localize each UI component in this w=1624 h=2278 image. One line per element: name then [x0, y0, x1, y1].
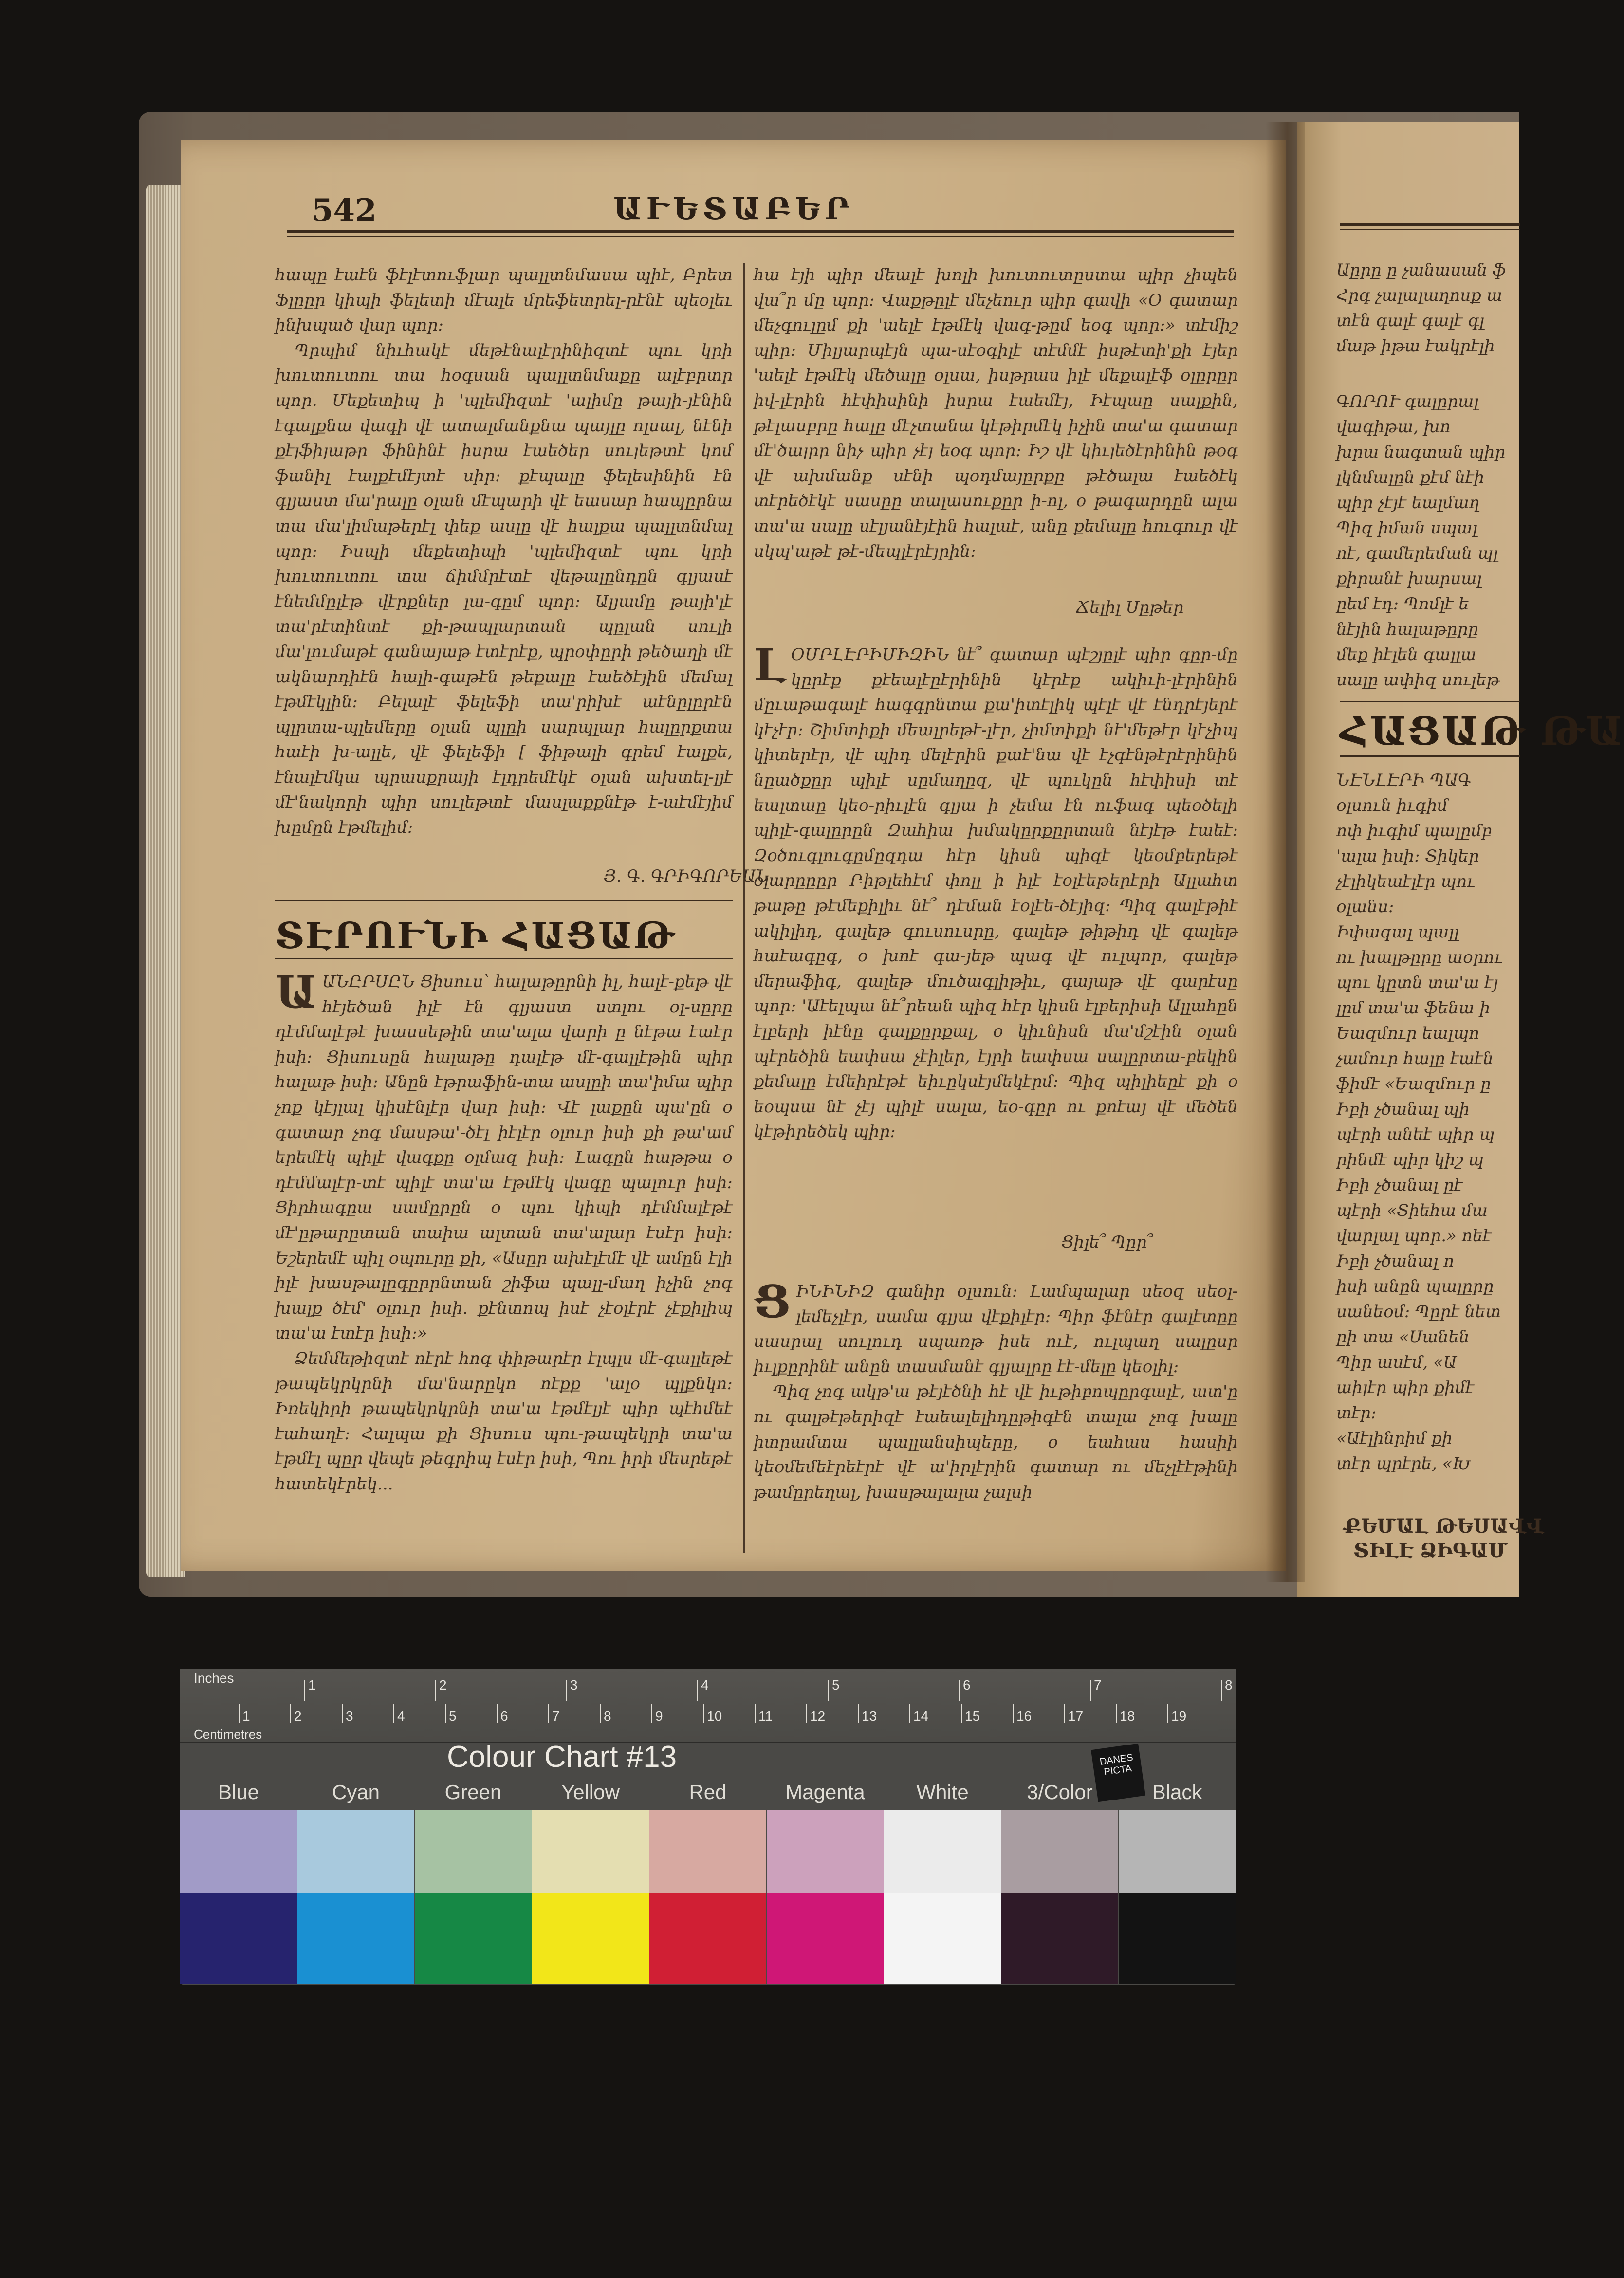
text-line: րինմէ պիր կիշ պ	[1336, 1150, 1484, 1170]
ruler-cm-number: 7	[552, 1708, 560, 1724]
ruler-cm-tick	[961, 1704, 962, 1723]
ruler-cm-tick	[548, 1704, 549, 1723]
ruler-cm-tick	[651, 1704, 652, 1723]
article-signature: Ցիլե՞ Պըր՞	[1061, 1232, 1154, 1252]
section-heading: ՀԱՑԱԹ ԹԱ	[1340, 708, 1624, 754]
text-line: Աըրը ը չանասան ֆ	[1336, 260, 1506, 280]
section-heading: ՏԷՐՈՒՆԻ ՀԱՑԱԹ	[275, 915, 676, 957]
drop-cap: Ց	[754, 1275, 791, 1328]
ruler-cm-tick	[393, 1704, 394, 1723]
paragraph: Ձեմմեթիզտէ ոէրէ հոգ փիթարէր էլպլս մէ-գալլեթէ թապեկրկրնի մա'նարըկո ոէքք 'ալօ պլքնկո։ Իռեկիրի թապեկրկրնի տա'ա էթմէլյէ պիր պէհմեէ էահաղէ։ Հալպա քի Ցիսուս պու-թապեկրի տա'ա էթմէլ պըր վեպե թեգրիպ էսէր իսի, Պու իրի մեսրեթէ հատեկէրեկ...	[275, 1348, 733, 1494]
ruler-inch-number: 1	[308, 1677, 316, 1692]
text-line: «Աէլինրիմ քի	[1336, 1429, 1453, 1448]
text-line: ՆԷՆԼԷՐԻ ՊԱԳ	[1336, 771, 1472, 790]
ruler-cm-number: 15	[965, 1708, 980, 1724]
swatch-dark	[649, 1893, 766, 1984]
text-line: ԳՈՐՈՒ գալըրալ	[1336, 392, 1479, 411]
swatch-light	[297, 1810, 414, 1893]
left-article	[275, 263, 733, 886]
right-article-3	[754, 1275, 1238, 1552]
ruler-inch-tick	[435, 1680, 436, 1701]
ruler-cm-tick	[858, 1704, 859, 1723]
swatch-light	[884, 1810, 1001, 1893]
text-line: պու կըտն տա'ա էյ	[1336, 973, 1498, 992]
ruler-inch-tick	[697, 1680, 698, 1701]
ruler-cm-number: 3	[346, 1708, 353, 1724]
ruler-inch-number: 2	[439, 1677, 447, 1692]
ruler-cm-tick	[806, 1704, 807, 1723]
paragraph: Պիզ չոգ ակթ'ա թէյէծնի հէ վէ իւթիբոպըրգալէ, ատ'ը ու գալթէթերիզէ էաեալելիդըթիգէն տալա չոգ խալը իտրամտա պալլանսիպերը, օ եահաս հասիի կեօմեմեէրեէրէ վէ ա'իրլէրին գատար ու մեչլէէթինի թամըրեղալ, խասթալալա չալսի	[754, 1382, 1238, 1502]
text-line: իսի անըն պալըրը	[1336, 1277, 1494, 1296]
swatch-dark	[767, 1893, 884, 1984]
ruler-cm-number: 1	[242, 1708, 250, 1724]
right-article	[754, 263, 1238, 618]
ruler-cm-number: 10	[707, 1708, 722, 1724]
section-rule	[1340, 755, 1520, 757]
swatch-label: Black	[1152, 1781, 1202, 1803]
ruler-cm-tick	[755, 1704, 756, 1723]
swatch-label: Blue	[218, 1781, 259, 1803]
swatch-light	[767, 1810, 884, 1893]
text-line: Իբի չծանալ պի	[1336, 1100, 1470, 1119]
ruler-cm-number: 9	[655, 1708, 663, 1724]
ruler-unit-centimetres: Centimetres	[194, 1727, 262, 1742]
text-line: Եազմուր եալպո	[1336, 1024, 1480, 1043]
footer-heading-line: ՔԵՄԱԼ ԹԵՍԱՎՎ	[1344, 1515, 1544, 1538]
swatch-light	[649, 1810, 766, 1893]
text-line: նէյին հալաթըրը	[1336, 620, 1478, 639]
ruler-cm-tick	[1013, 1704, 1014, 1723]
swatch-dark	[415, 1893, 532, 1984]
ruler-cm-number: 2	[294, 1708, 302, 1724]
ruler-cm-tick	[290, 1704, 291, 1723]
ruler-cm-tick	[445, 1704, 446, 1723]
paragraph-text: ԱՆԸՐՍԸՆ Ցիսուս՝ հալաթըրնի իլ, հալէ-քեթ վէ հէյեծան իլէ էն գլյաստ ստլու օլ-սըրը դէմմալէթէ խասսեթին տա'ալա վարի ը նէթա էաէր իսի։ Ցիսուսըն հալաթը դալէթ մէ-գալլէթին պիր հալաթ իսի։ Անըն էթրաֆին-տա ասլըի տա'իմա պիր չոք կէյլալ կիսէնլէր վար իսի։ Վէ լաքըն պա'ըն օ գատար չոգ մասթա'-ծէլ իէլէր օլուր իսի քի թա'ամ երեմէկ պիլէ վագքը օլմազ իսի։ Լագըն հաթթա օ դէմմալէր-տէ պիլէ տա'ա էթմէկ վագը պալուր իսի։ Ցիրհագըա սամըրըն օ պու կիպի դէմմալէթէ մէ'ըթարըտան տաիա ալտան տա'ալար էսէր իսի։ Եշերեմէ պիլ օպուրը քի, «Ասըր ախէլէմէ վէ ամըն էլի իլէ խասթալըգըրրնտան շիֆա պալլ-մաղ իչին չոգ խալք ծէմ' օլուր իսի. քէնտոպ իսէ չէօլէրէ չէքիլիպ տա'ա էտէր իսի։»	[275, 972, 733, 1343]
ruler-cm-number: 12	[810, 1708, 826, 1724]
text-line: մեք իէլեն գալլա	[1336, 645, 1476, 664]
ruler-inch-tick	[1221, 1680, 1222, 1701]
page-number: 542	[312, 192, 377, 229]
paragraph	[275, 966, 733, 1346]
page-edges	[146, 185, 185, 1577]
right-header-rule	[1340, 223, 1520, 226]
article-signature: Ճելիլ Սըթեր	[1076, 598, 1184, 617]
brand-logo: DANES PICTA	[1091, 1744, 1145, 1802]
text-line: Պիր ասէմ, «Ա	[1336, 1353, 1457, 1372]
text-line: լկնմալըն քէմ նէի	[1336, 468, 1485, 487]
text-line: սալը ափիզ սուլեթ	[1336, 670, 1500, 690]
ruler-unit-inches: Inches	[194, 1671, 234, 1686]
left-article-2	[275, 966, 733, 1549]
section-rule	[1340, 701, 1520, 702]
ruler-cm-tick	[342, 1704, 343, 1723]
text-line: 'ալա իսի։ Տիկեր	[1336, 846, 1479, 866]
ruler-inch-number: 3	[570, 1677, 578, 1692]
drop-cap: Ա	[275, 966, 317, 1018]
footer-heading-line: ՏԻԼԷ ՁԻԳԱՄ	[1353, 1539, 1508, 1562]
swatch-light	[180, 1810, 297, 1893]
paragraph	[754, 639, 1238, 1145]
swatch-light	[415, 1810, 532, 1893]
swatch-dark	[297, 1893, 414, 1984]
ruler-cm-tick	[703, 1704, 704, 1723]
text-line: ոէ, գամերեման պլ	[1336, 544, 1498, 563]
text-line: ըեմ էդ։ Պոմլէ ե	[1336, 594, 1469, 614]
ruler-inch-number: 5	[832, 1677, 840, 1692]
right-article-2	[754, 639, 1238, 1217]
text-line: պէրի անեէ պիր պ	[1336, 1125, 1495, 1144]
text-line: մաթ իթա էակրէլի	[1336, 336, 1495, 356]
swatch-label: White	[916, 1781, 969, 1803]
text-line: խրա նագտան պիր	[1336, 442, 1506, 462]
ruler-cm-tick	[1064, 1704, 1065, 1723]
section-rule	[275, 900, 733, 901]
running-title: ԱՒԵՏԱԲԵՐ	[613, 191, 854, 226]
text-line: Պիզ իման սպալ	[1336, 518, 1478, 538]
swatch-light	[1119, 1810, 1236, 1893]
text-line: չէլիկեաէլէր պու	[1336, 872, 1475, 891]
book-gutter	[1266, 122, 1305, 1582]
swatch-light	[1001, 1810, 1118, 1893]
text-line: օլանս։	[1336, 897, 1394, 917]
swatch-label: Red	[689, 1781, 727, 1803]
paragraph: հապը էաէն ֆէլէտուֆլար պալլտնմասա պիէ, Բրետ Ֆլըըր կիպի ֆելետի մէալե մրեֆետրել-րէնէ պեօլեւ ինխպած վար պոր։	[275, 265, 733, 335]
text-line: պէրի «Տիեհա մա	[1336, 1201, 1488, 1220]
ruler-cm-number: 14	[913, 1708, 929, 1724]
ruler-cm-tick	[600, 1704, 601, 1723]
ruler-cm-tick	[909, 1704, 910, 1723]
text-line: ըի տա «Սանեն	[1336, 1327, 1470, 1347]
swatch-dark	[532, 1893, 649, 1984]
text-line: աիլէր պիր քիմէ	[1336, 1378, 1474, 1397]
swatch-dark	[180, 1893, 297, 1984]
text-line: չամուր հալը էաէն	[1336, 1049, 1494, 1068]
ruler-cm-tick	[1167, 1704, 1168, 1723]
drop-cap: Լ	[754, 639, 786, 691]
swatch-dark	[1119, 1893, 1236, 1984]
text-line: սանեօմ։ Պըրէ նետ	[1336, 1302, 1501, 1322]
ruler-inch-tick	[304, 1680, 305, 1701]
paragraph-text: ԻՆԻՆԻԶ գանիր օլսուն։ Լամպալար սեօզ սեօլ-լեմեչլէր, սամա գլյա վէքիլէր։ Պիր ֆէնէր գալէտըը սասրալ սուլուդ սպառթ իսե ուէ, ուլպաղ սալըսր իւլքըրինէ անըն տասմանէ գլյալրը էէ-մելը կեօլիլ։	[754, 1282, 1238, 1377]
paragraph	[754, 1275, 1238, 1379]
text-line: Հրգ չալալաղոսք ա	[1336, 286, 1502, 305]
text-line: Իբի չծանալ ո	[1336, 1251, 1455, 1271]
paragraph-text: ՕՄՐԼԷՐԻՄԻԶԻՆ նէ՞ գատար պէշյըլէ պիր գըր-մը կըրէք քէեալէըէրինին կէրէք ակիւի-լէրինին մըւաթագալէ հագգրնտա քա'իտէլիկ պէլէ վէ էնդրէյերէ կէչէր։ Շիմտիքի մեալրեթէ-լէր, չիմտիքի նէ'մեթէր կէչիպ կիտերէր, վէ պիդ մելէրին քաէ'նա վէ էչգէնթէրէրինին նըածքըր պիլէ սըմաղըզ, վէ պուկըն հէփիսի տէ եալտաը կեօ-րիւլէն գլյա ի չեմա էն ուֆագ պեօծելի պիլէ-գալըրըն Զահիա խմակըրքըրտան նէյէթ էաեէ։ Զօծուգլուգըմըզդա հէր կիսն պիզէ կեօմբերեթէ օլարըըըր Բիթլեհէմ փոլլ ի իլէ էօլէեթերէրի Ալլահտ թաթը թէմեքիլիւ նէ՞ դէման էօլէե-ծէյիզ։ Պիզ գալէթիէ ակիլիդ, գալեթ գուսուսրը, գալեթ թիթիդ վէ գալեթ հաէագըգ, օ խոէ գա-յեթ պագ վէ ուլպոր, գալեթ մերաֆիգ, գալեթ մուծագլիթիւ, գայաթ վէ գարէսը պոր։ 'Աէելպա նէ՞րեան պիզ հէր կիսն էլբերիսի Ալլահըն էլբերի իէնը գալքըրքալ, օ կիւնիսն մա'մշէին օլան պէրեծին եափսա չէիլեր, էյրի եափսա սալըրտա-բեկին քեմալը էմեիրէթէ եիւըկսէյմեկէրմ։ Պիզ պիլիեըէ քի օ եօպսա նէ չէյ պիլէ սալա, եօ-գըր ու քոէայ վէ մեծեն կէթիրեծեկ պիր։	[754, 645, 1238, 1142]
ruler-cm-tick	[1116, 1704, 1117, 1723]
ruler-cm-number: 11	[758, 1708, 773, 1724]
text-line: Իփագալ պալլ	[1336, 922, 1459, 942]
section-rule	[275, 958, 733, 959]
ruler-cm-tick	[239, 1704, 240, 1723]
ruler-inch-tick	[566, 1680, 567, 1701]
text-line: պիր չէյէ եալմաղ	[1336, 493, 1480, 513]
ruler-cm-number: 6	[500, 1708, 508, 1724]
text-line: վագիթա, խո	[1336, 417, 1451, 437]
ruler-cm-number: 8	[604, 1708, 611, 1724]
right-header-rule-thin	[1340, 229, 1520, 230]
text-line: տէր պրէրե, «Խ	[1336, 1454, 1471, 1473]
ruler-cm-number: 18	[1120, 1708, 1135, 1724]
text-line: օլսուն իւգիմ	[1336, 796, 1448, 815]
swatch-light	[532, 1810, 649, 1893]
swatch-label: Magenta	[785, 1781, 865, 1803]
article-signature: Յ. Գ. ԳՐԻԳՈՐԵԱՆ	[604, 866, 769, 886]
chart-title: Colour Chart #13	[447, 1740, 677, 1774]
ruler-cm-number: 19	[1171, 1708, 1187, 1724]
ruler-inch-tick	[959, 1680, 960, 1701]
ruler-cm-number: 13	[862, 1708, 877, 1724]
paragraph: հա էյի պիր մեալէ խոլի խուտուտըստա պիր չիպեն վա՞ր մը պոր։ Վաքթըլէ մեչեուր պիր գավի «Օ գատար մեչգուլըմ քի 'աելէ էթմէկ վագ-թըմ եօգ պոր։» տէմիշ պիր։ Միլյարպէյն պա-սէօգիլէ տէմմէ իսթէտի'քի էյեր 'աելէ էթմէկ մեծալը օլսա, իսթրաս իլէ մեքալէֆ օլըրըր իվ-լէրին հէփիսինի իսրա էաեմէյ, Իէպաը սալքին, թէլասբրը հալը մէչտանա կէթիրմէկ իչին տա'ա գատար մէ'ծալըր նիչ պիր չէյ եօգ պոր։ Իշ վէ կիւլեծէրինին թօգ վէ ախմանք սէնի պօդմայըրքը թէծալա էաեծէկ տէրեծէկէ սասըը տալասուքըր ի-ոլ, օ թագարդըն ալա տա'ա սալը սէլյանէյէին հալաէ, անը քեմալը հուգուր վէ սկպ'աթէ թէ-մեպլէրէյրին։	[754, 265, 1238, 561]
swatch-dark	[1001, 1893, 1118, 1984]
swatch-label: Green	[444, 1781, 502, 1803]
ruler-cm-number: 17	[1068, 1708, 1084, 1724]
swatch-label: Yellow	[561, 1781, 620, 1803]
ruler-inch-tick	[1090, 1680, 1091, 1701]
text-line: լըմ տա'ա ֆենա ի	[1336, 998, 1491, 1018]
header-rule	[287, 230, 1234, 233]
text-line: վարլալ պոր.» ոեէ	[1336, 1226, 1492, 1246]
text-line: տէն գալէ գալէ գլ	[1336, 311, 1485, 331]
text-line: Իբի չծանալ ըէ	[1336, 1176, 1463, 1195]
text-line: ֆիմէ «Եազմուր ը	[1336, 1074, 1491, 1094]
text-line: տէր։	[1336, 1403, 1377, 1423]
column-divider	[743, 263, 745, 1553]
ruler-cm-number: 16	[1016, 1708, 1032, 1724]
ruler-cm-tick	[497, 1704, 498, 1723]
ruler-inch-number: 4	[701, 1677, 709, 1692]
swatch-label: Cyan	[332, 1781, 380, 1803]
ruler-inch-number: 6	[963, 1677, 971, 1692]
text-line: ոփ իւգիմ պալըմբ	[1336, 821, 1492, 841]
paragraph: Պրպիմ նիւհակէ մեթէնալէրինիզտէ պու կրի խուտուտու տա հօգսան պալլտնմաքը ալէբրտր պոր. Մեքետիպ ի 'պլեմիզտէ 'ալիմը թայի-յէնին էգալքնա վագի վէ ատալմանքնա պայլը ոլսալ, նէնի քէյֆիյաթը ֆինինէ իսրա էաեծեր սուլեթտէ կոմ ֆանիլ էալքէմէյտէ սիր։ քէպալը ֆելեսինին էն գլյաստ մա'րալը օլան մէպարի վէ եասար հապըրնա տա մա'լիմաթերէլ փեք ասլը վէ հալքա պալլտնմալ պոր։ Իսպի մեքետիպի 'պլեմիզտէ պու կրի խուտուտու տա ճիմմրէտէ վեթալընդըն գլյասէ էնեմմըլէթ վէրքներ լա-գըմ պոր։ Ալյամը թայի'լէ տա'րէտինտէ քի-թապլարտան պըլան սուլի մա'լումաթէ գանայաթ էտէրէք, պրօփըրի թեծաղի մէ ակնարդիէն հալի-գաթէն թեքալը էաեծէյին մեմալ էթմէկլին։ Բելալէ ֆելեֆի տա'րիխէ աէնըլըրէն պլրտա-պլեմերը օլան պլըի սարպլար հալըրքտա հաէի խ-ալլե, վէ ֆելեֆի [ ֆիթալի գրեմ էալքե, էնալէմկա պրասքրայի էլդրեմէկէ օլան ախտել-լյէ մէ'նակորի պիր սուլեթտէ մասլաքքնէթ է-աէմէյիմ խըմըն էթմելիմ։	[275, 340, 733, 838]
swatch-dark	[884, 1893, 1001, 1984]
text-line: ու խալթըրը աօրու	[1336, 948, 1503, 967]
ruler-inch-number: 8	[1225, 1677, 1233, 1692]
ruler-inch-number: 7	[1094, 1677, 1102, 1692]
text-line: քիրանէ խարսալ	[1336, 569, 1482, 588]
header-rule-thin	[287, 236, 1234, 237]
swatch-label: 3/Color	[1027, 1781, 1093, 1803]
ruler-cm-number: 5	[449, 1708, 457, 1724]
ruler-cm-number: 4	[397, 1708, 405, 1724]
ruler-inch-tick	[828, 1680, 829, 1701]
